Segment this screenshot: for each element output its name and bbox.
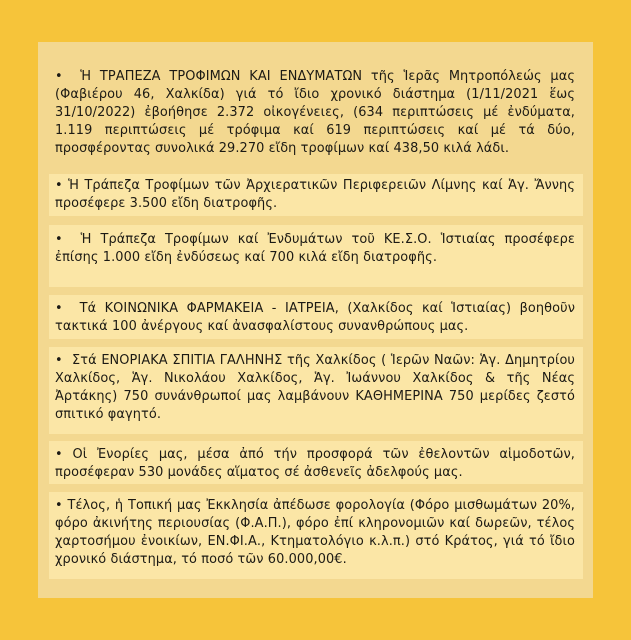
item-text: Τά ΚΟΙΝΩΝΙΚΑ ΦΑΡΜΑΚΕΙΑ - ΙΑΤΡΕΙΑ, (Χαλκίδος καί Ἱστιαίας) βοηθοῦν τακτικά 100 ἀνέργους καί ἀνασφαλίστους συνανθρώπους μας.	[55, 301, 575, 334]
bullet-icon: •	[55, 69, 63, 84]
bullet-icon: •	[55, 447, 63, 462]
item-text: Ἡ Τράπεζα Τροφίμων τῶν Ἀρχιερατικῶν Περιφερειῶν Λίμνης καί Ἁγ. Ἄννης προσέφερε 3.500 εἴδη διατροφῆς.	[55, 178, 575, 211]
bullet-icon: •	[55, 232, 63, 247]
list-item	[49, 64, 583, 178]
item-text: Στά ΕΝΟΡΙΑΚΑ ΣΠΙΤΙΑ ΓΑΛΗΝΗΣ τῆς Χαλκίδος ( Ἱερῶν Ναῶν: Ἁγ. Δημητρίου Χαλκίδος, Ἁγ. Νικολάου Χαλκίδος, Ἁγ. Ἰωάννου Χαλκίδος & τῆς Νέας Ἀρτάκης) 750 συνάνθρωποί μας λαμβάνουν ΚΑΘΗΜΕΡΙΝΑ 750 μερίδες ζεστό σπιτικό φαγητό.	[55, 353, 575, 422]
list-item	[49, 295, 583, 339]
item-text: Ἡ ΤΡΑΠΕΖΑ ΤΡΟΦΙΜΩΝ ΚΑΙ ΕΝΔΥΜΑΤΩΝ τῆς Ἱερᾶς Μητροπόλεώς μας (Φαβιέρου 46, Χαλκίδα) γιά τό ἴδιο χρονικό διάστημα (1/11/2021 ἕως 31/10/2022) ἐβοήθησε 2.372 οἰκογένειες, (634 περιπτώσεις μέ ἐνδύματα, 1.119 περιπτώσεις μέ τρόφιμα καί 619 περιπτώσεις καί μέ τά δύο, προσφέροντας συνολικά 29.270 εἴδη τροφίμων καί 438,50 κιλά λάδι.	[55, 69, 575, 156]
item-text: Οἱ Ἐνορίες μας, μέσα ἀπό τήν προσφορά τῶν ἐθελοντῶν αἱμοδοτῶν, προσέφεραν 530 μονάδες αἵματος σέ ἀσθενεῖς ἀδελφούς μας.	[55, 447, 575, 480]
item-text: Ἡ Τράπεζα Τροφίμων καί Ἐνδυμάτων τοῦ ΚΕ.Σ.Ο. Ἱστιαίας προσέφερε ἐπίσης 1.000 εἴδη ἐνδύσεως καί 700 κιλά εἴδη διατροφῆς.	[55, 232, 575, 265]
bullet-icon: •	[55, 498, 63, 513]
item-text: Τέλος, ἡ Τοπική μας Ἐκκλησία ἀπέδωσε φορολογία (Φόρο μισθωμάτων 20%, φόρο ἀκινήτης περιουσίας (Φ.Α.Π.), φόρο ἐπί κληρονομιῶν καί δωρεῶν, τέλος χαρτοσήμου ἐνοικίων, ΕΝ.ΦΙ.Α., Κτηματολόγιο κ.λ.π.) στό Κράτος, γιά τό ἴδιο χρονικό διάστημα, τό ποσό τῶν 60.000,00€.	[55, 498, 576, 567]
list-item	[49, 347, 583, 434]
list-item	[49, 441, 583, 484]
bullet-icon: •	[55, 178, 63, 193]
bullet-icon: •	[55, 353, 63, 368]
list-item	[49, 174, 583, 216]
list-item	[49, 492, 583, 579]
bullet-icon: •	[55, 301, 63, 316]
content-panel	[38, 42, 593, 598]
list-item	[49, 225, 583, 287]
